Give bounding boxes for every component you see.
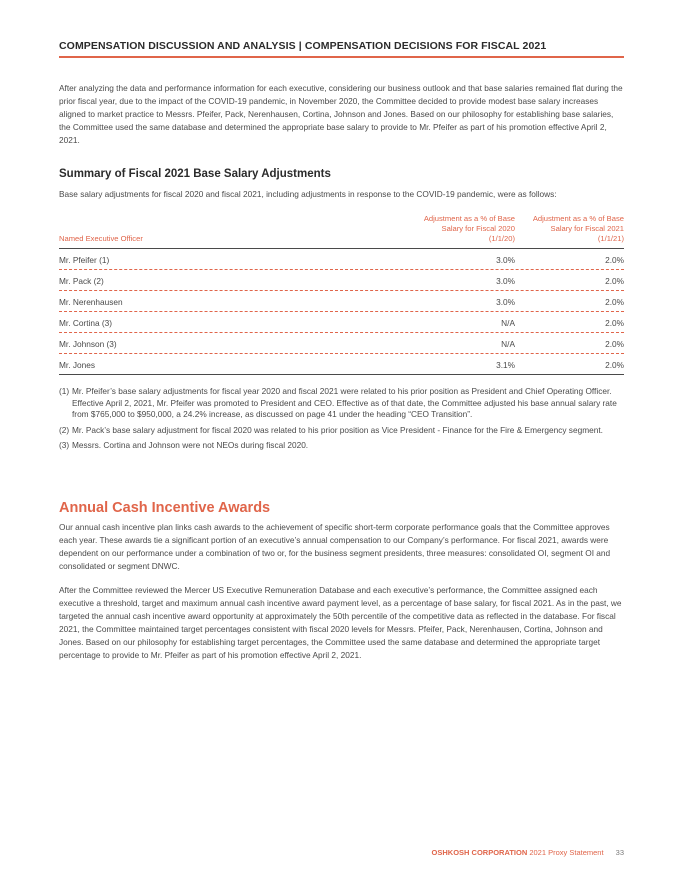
table-header-row <box>59 214 624 249</box>
officer-name: Mr. Jones <box>59 360 95 370</box>
footnote-text: Mr. Pfeifer’s base salary adjustments for fiscal year 2020 and fiscal 2021 were related to his prior position as President and Chief Operating Officer. Effective April 2, 2021, Mr. Pfeifer was promoted to President and CEO. Effective as of that date, the Committee adjusted his base annual salary rate from $765,000 to $950,000, a 24.2% increase, as discussed on page 41 under the heading “CEO Transition”. <box>72 386 617 419</box>
acia-paragraph-1: Our annual cash incentive plan links cash awards to the achievement of specific short-term corporate performance goals that the Committee approves each year. These awards tie a significant portion of an executive’s annual compensation to our Company’s performance. For fiscal 2021, awards were dependent on our performance under a combination of two or, for the business segment presidents, three measures: consolidated OI, segment OI and consolidated or segment DNWC. <box>59 522 611 571</box>
officer-name: Mr. Pfeifer (1) <box>59 255 110 265</box>
fy2020-adjustment: N/A <box>501 339 515 349</box>
fy2020-adjustment: 3.1% <box>496 360 515 370</box>
summary-lead: Base salary adjustments for fiscal 2020 and fiscal 2021, including adjustments in response to the COVID-19 pandemic, were as follows: <box>59 189 557 199</box>
column-header-fy2021: Adjustment as a % of Base Salary for Fiscal 2021 (1/1/21) <box>532 214 624 243</box>
footnote-number: (2) <box>59 424 70 435</box>
footer-company: OSHKOSH CORPORATION <box>431 848 528 857</box>
acia-paragraph-2: After the Committee reviewed the Mercer US Executive Remuneration Database and each executive’s performance, the Committee assigned each executive a threshold, target and maximum annual cash incentive award payment level, as a percentage of base salary, for fiscal 2021. As in the past, we targeted the annual cash incentive award opportunity at approximately the 50th percentile of the competitive data as reflected in the database. For fiscal 2021, the Committee maintained target percentages consistent with fiscal 2020 levels for Messrs. Pfeifer, Pack, Nerenhausen, Cortina, Johnson and Jones. Based on our philosophy for establishing target percentages, the Committee used the same database and determined the appropriate target percentage to provide to Mr. Pfeifer as part of his promotion effective April 2, 2021. <box>59 585 622 660</box>
salary-adjustments-table <box>59 214 624 375</box>
page-footer <box>432 848 624 857</box>
table-footnotes <box>59 386 624 456</box>
fy2021-adjustment: 2.0% <box>605 297 624 307</box>
footnote-number: (3) <box>59 440 70 450</box>
table-row <box>59 249 624 270</box>
fy2020-adjustment: 3.0% <box>496 297 515 307</box>
footnote-text: Messrs. Cortina and Johnson were not NEOs during fiscal 2020. <box>72 440 309 450</box>
table-row <box>59 312 624 333</box>
fy2020-adjustment: 3.0% <box>496 255 515 265</box>
fy2020-adjustment: 3.0% <box>496 276 515 286</box>
fy2020-adjustment: N/A <box>501 318 515 328</box>
header-divider <box>59 56 624 58</box>
column-header-officer: Named Executive Officer <box>59 234 143 243</box>
officer-name: Mr. Cortina (3) <box>59 318 113 328</box>
officer-name: Mr. Pack (2) <box>59 276 104 286</box>
table-row <box>59 270 624 291</box>
acia-heading: Annual Cash Incentive Awards <box>59 500 271 516</box>
page-header: COMPENSATION DISCUSSION AND ANALYSIS | COMPENSATION DECISIONS FOR FISCAL 2021 <box>59 40 547 52</box>
officer-name: Mr. Johnson (3) <box>59 339 117 349</box>
column-header-fy2020: Adjustment as a % of Base Salary for Fiscal 2020 (1/1/20) <box>423 214 515 243</box>
footnote <box>59 386 624 421</box>
footer-document: 2021 Proxy Statement <box>529 848 604 857</box>
table-row <box>59 333 624 354</box>
fy2021-adjustment: 2.0% <box>605 360 624 370</box>
table-row <box>59 291 624 312</box>
page-number: 33 <box>615 848 624 857</box>
fy2021-adjustment: 2.0% <box>605 339 624 349</box>
footnote-number: (1) <box>59 386 70 396</box>
summary-heading: Summary of Fiscal 2021 Base Salary Adjustments <box>59 168 331 180</box>
footnote <box>59 440 624 452</box>
table-row <box>59 354 624 375</box>
fy2021-adjustment: 2.0% <box>605 255 624 265</box>
fy2021-adjustment: 2.0% <box>605 276 624 286</box>
footnote-text: Mr. Pack’s base salary adjustment for fiscal 2020 was related to his prior position as Vice President - Finance for the Fire & Emergency segment. <box>72 424 603 435</box>
fy2021-adjustment: 2.0% <box>605 318 624 328</box>
intro-paragraph: After analyzing the data and performance information for each executive, considering our business outlook and that base salaries remained flat during the prior fiscal year, due to the impact of the COVID-19 pandemic, in November 2020, the Committee decided to provide modest base salary increases aligned to market practice to Messrs. Pfeifer, Pack, Nerenhausen, Cortina, Johnson and Jones. Based on our philosophy for establishing base salaries, the Committee used the same database and determined the appropriate base salary to provide to Mr. Pfeifer as part of his promotion effective April 2, 2021. <box>59 83 623 145</box>
footnote <box>59 425 624 437</box>
officer-name: Mr. Nerenhausen <box>59 297 123 307</box>
